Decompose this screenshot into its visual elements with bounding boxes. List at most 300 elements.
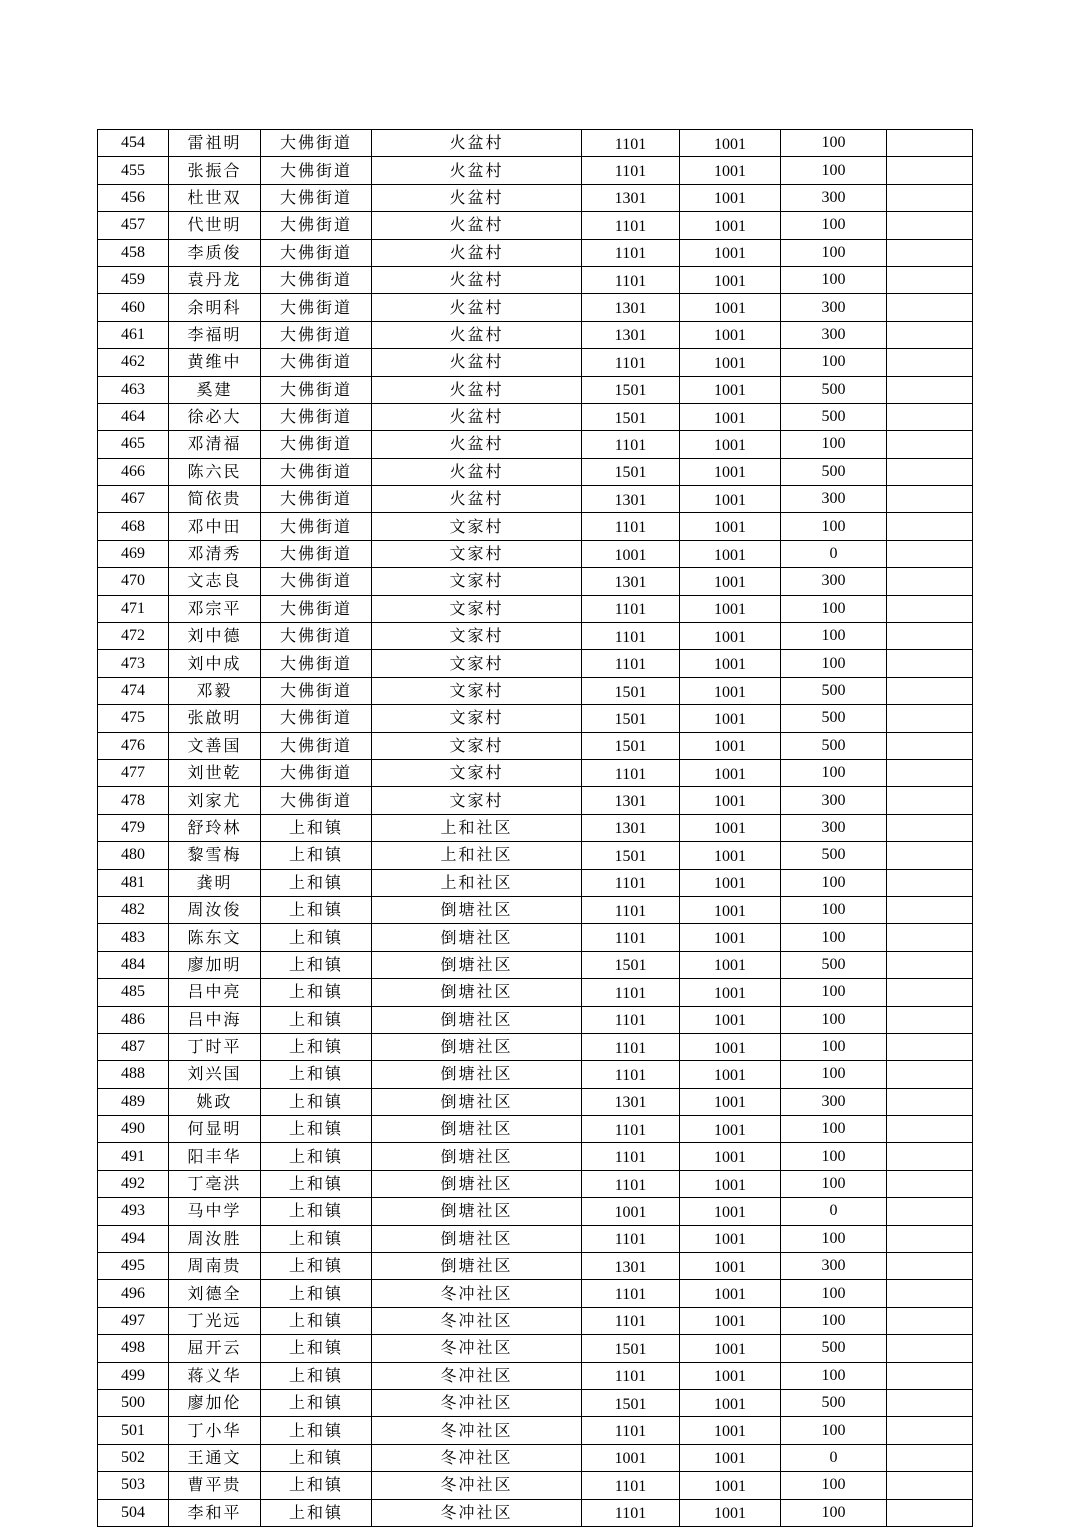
- code-a-cell: 1101: [582, 1362, 680, 1389]
- code-a-cell: 1101: [582, 1061, 680, 1088]
- code-a-cell: 1101: [582, 212, 680, 239]
- table-row: [98, 1472, 973, 1499]
- remark-cell: [887, 540, 973, 567]
- row-number-cell: 487: [98, 1033, 169, 1060]
- table-row: [98, 239, 973, 266]
- code-a-cell: 1101: [582, 1417, 680, 1444]
- table-row: [98, 1143, 973, 1170]
- row-number-cell: 492: [98, 1170, 169, 1197]
- row-number-cell: 501: [98, 1417, 169, 1444]
- amount-cell: 100: [781, 349, 887, 376]
- code-b-cell: 1001: [680, 157, 781, 184]
- code-a-cell: 1101: [582, 431, 680, 458]
- table-row: [98, 705, 973, 732]
- table-row: [98, 1253, 973, 1280]
- code-b-cell: 1001: [680, 1198, 781, 1225]
- remark-cell: [887, 1225, 973, 1252]
- table-row: [98, 1198, 973, 1225]
- code-a-cell: 1101: [582, 1170, 680, 1197]
- village-cell: 冬冲社区: [372, 1499, 582, 1526]
- table-row: [98, 513, 973, 540]
- code-b-cell: 1001: [680, 869, 781, 896]
- name-cell: 廖加明: [169, 951, 261, 978]
- code-b-cell: 1001: [680, 759, 781, 786]
- code-b-cell: 1001: [680, 896, 781, 923]
- table-row: [98, 321, 973, 348]
- amount-cell: 100: [781, 1472, 887, 1499]
- village-cell: 文家村: [372, 568, 582, 595]
- code-a-cell: 1101: [582, 1033, 680, 1060]
- row-number-cell: 503: [98, 1472, 169, 1499]
- row-number-cell: 465: [98, 431, 169, 458]
- row-number-cell: 480: [98, 842, 169, 869]
- town-cell: 上和镇: [261, 951, 372, 978]
- remark-cell: [887, 1444, 973, 1471]
- name-cell: 邓宗平: [169, 595, 261, 622]
- code-a-cell: 1101: [582, 1472, 680, 1499]
- town-cell: 上和镇: [261, 896, 372, 923]
- code-b-cell: 1001: [680, 486, 781, 513]
- town-cell: 大佛街道: [261, 486, 372, 513]
- code-a-cell: 1101: [582, 650, 680, 677]
- code-a-cell: 1301: [582, 321, 680, 348]
- town-cell: 大佛街道: [261, 294, 372, 321]
- remark-cell: [887, 1116, 973, 1143]
- remark-cell: [887, 759, 973, 786]
- village-cell: 火盆村: [372, 212, 582, 239]
- name-cell: 徐必大: [169, 403, 261, 430]
- village-cell: 文家村: [372, 513, 582, 540]
- village-cell: 火盆村: [372, 431, 582, 458]
- village-cell: 上和社区: [372, 842, 582, 869]
- row-number-cell: 479: [98, 814, 169, 841]
- row-number-cell: 496: [98, 1280, 169, 1307]
- town-cell: 上和镇: [261, 842, 372, 869]
- code-b-cell: 1001: [680, 458, 781, 485]
- name-cell: 余明科: [169, 294, 261, 321]
- town-cell: 大佛街道: [261, 157, 372, 184]
- remark-cell: [887, 732, 973, 759]
- code-b-cell: 1001: [680, 814, 781, 841]
- village-cell: 倒塘社区: [372, 1088, 582, 1115]
- town-cell: 上和镇: [261, 1006, 372, 1033]
- table-row: [98, 1499, 973, 1526]
- remark-cell: [887, 431, 973, 458]
- code-a-cell: 1001: [582, 1444, 680, 1471]
- amount-cell: 0: [781, 1444, 887, 1471]
- code-a-cell: 1501: [582, 1335, 680, 1362]
- town-cell: 上和镇: [261, 814, 372, 841]
- code-a-cell: 1101: [582, 1225, 680, 1252]
- amount-cell: 100: [781, 1225, 887, 1252]
- table-row: [98, 1444, 973, 1471]
- row-number-cell: 486: [98, 1006, 169, 1033]
- code-a-cell: 1101: [582, 759, 680, 786]
- row-number-cell: 456: [98, 184, 169, 211]
- remark-cell: [887, 1499, 973, 1526]
- code-a-cell: 1301: [582, 486, 680, 513]
- village-cell: 倒塘社区: [372, 1006, 582, 1033]
- name-cell: 刘家尤: [169, 787, 261, 814]
- name-cell: 简依贵: [169, 486, 261, 513]
- amount-cell: 100: [781, 1116, 887, 1143]
- town-cell: 大佛街道: [261, 759, 372, 786]
- village-cell: 倒塘社区: [372, 1170, 582, 1197]
- name-cell: 龚明: [169, 869, 261, 896]
- town-cell: 上和镇: [261, 1198, 372, 1225]
- table-row: [98, 294, 973, 321]
- code-b-cell: 1001: [680, 568, 781, 595]
- amount-cell: 500: [781, 376, 887, 403]
- town-cell: 大佛街道: [261, 458, 372, 485]
- remark-cell: [887, 1335, 973, 1362]
- town-cell: 大佛街道: [261, 595, 372, 622]
- amount-cell: 300: [781, 486, 887, 513]
- table-row: [98, 595, 973, 622]
- row-number-cell: 457: [98, 212, 169, 239]
- name-cell: 邓清秀: [169, 540, 261, 567]
- name-cell: 曹平贵: [169, 1472, 261, 1499]
- code-b-cell: 1001: [680, 1499, 781, 1526]
- remark-cell: [887, 1307, 973, 1334]
- code-b-cell: 1001: [680, 1033, 781, 1060]
- code-a-cell: 1101: [582, 1006, 680, 1033]
- village-cell: 火盆村: [372, 266, 582, 293]
- remark-cell: [887, 184, 973, 211]
- row-number-cell: 458: [98, 239, 169, 266]
- village-cell: 倒塘社区: [372, 1033, 582, 1060]
- name-cell: 吕中亮: [169, 979, 261, 1006]
- village-cell: 火盆村: [372, 321, 582, 348]
- code-b-cell: 1001: [680, 1143, 781, 1170]
- code-a-cell: 1001: [582, 1198, 680, 1225]
- village-cell: 冬冲社区: [372, 1307, 582, 1334]
- row-number-cell: 500: [98, 1389, 169, 1416]
- name-cell: 黎雪梅: [169, 842, 261, 869]
- town-cell: 上和镇: [261, 1061, 372, 1088]
- remark-cell: [887, 924, 973, 951]
- town-cell: 大佛街道: [261, 403, 372, 430]
- table-row: [98, 486, 973, 513]
- amount-cell: 300: [781, 568, 887, 595]
- remark-cell: [887, 1472, 973, 1499]
- remark-cell: [887, 294, 973, 321]
- amount-cell: 100: [781, 513, 887, 540]
- village-cell: 冬冲社区: [372, 1472, 582, 1499]
- code-b-cell: 1001: [680, 1061, 781, 1088]
- remark-cell: [887, 157, 973, 184]
- village-cell: 上和社区: [372, 869, 582, 896]
- name-cell: 黄维中: [169, 349, 261, 376]
- remark-cell: [887, 869, 973, 896]
- town-cell: 上和镇: [261, 1362, 372, 1389]
- village-cell: 火盆村: [372, 294, 582, 321]
- name-cell: 周汝俊: [169, 896, 261, 923]
- remark-cell: [887, 705, 973, 732]
- code-b-cell: 1001: [680, 1225, 781, 1252]
- code-b-cell: 1001: [680, 1116, 781, 1143]
- amount-cell: 500: [781, 1389, 887, 1416]
- village-cell: 倒塘社区: [372, 951, 582, 978]
- town-cell: 大佛街道: [261, 130, 372, 157]
- code-b-cell: 1001: [680, 842, 781, 869]
- code-a-cell: 1101: [582, 1143, 680, 1170]
- town-cell: 大佛街道: [261, 349, 372, 376]
- code-b-cell: 1001: [680, 595, 781, 622]
- village-cell: 文家村: [372, 677, 582, 704]
- remark-cell: [887, 1389, 973, 1416]
- remark-cell: [887, 595, 973, 622]
- remark-cell: [887, 814, 973, 841]
- town-cell: 上和镇: [261, 1170, 372, 1197]
- village-cell: 倒塘社区: [372, 1116, 582, 1143]
- code-a-cell: 1301: [582, 814, 680, 841]
- code-b-cell: 1001: [680, 212, 781, 239]
- row-number-cell: 498: [98, 1335, 169, 1362]
- row-number-cell: 459: [98, 266, 169, 293]
- code-b-cell: 1001: [680, 677, 781, 704]
- name-cell: 邓中田: [169, 513, 261, 540]
- table-row: [98, 212, 973, 239]
- remark-cell: [887, 787, 973, 814]
- remark-cell: [887, 212, 973, 239]
- table-row: [98, 349, 973, 376]
- code-b-cell: 1001: [680, 623, 781, 650]
- village-cell: 火盆村: [372, 349, 582, 376]
- code-b-cell: 1001: [680, 1417, 781, 1444]
- table-row: [98, 1280, 973, 1307]
- remark-cell: [887, 266, 973, 293]
- town-cell: 上和镇: [261, 1116, 372, 1143]
- amount-cell: 100: [781, 1006, 887, 1033]
- row-number-cell: 466: [98, 458, 169, 485]
- code-b-cell: 1001: [680, 1088, 781, 1115]
- remark-cell: [887, 239, 973, 266]
- code-a-cell: 1101: [582, 157, 680, 184]
- village-cell: 倒塘社区: [372, 1061, 582, 1088]
- code-b-cell: 1001: [680, 1472, 781, 1499]
- row-number-cell: 484: [98, 951, 169, 978]
- code-b-cell: 1001: [680, 321, 781, 348]
- row-number-cell: 478: [98, 787, 169, 814]
- table-row: [98, 1417, 973, 1444]
- row-number-cell: 482: [98, 896, 169, 923]
- town-cell: 上和镇: [261, 1143, 372, 1170]
- table-row: [98, 979, 973, 1006]
- code-b-cell: 1001: [680, 1006, 781, 1033]
- amount-cell: 300: [781, 1253, 887, 1280]
- row-number-cell: 490: [98, 1116, 169, 1143]
- remark-cell: [887, 1170, 973, 1197]
- town-cell: 大佛街道: [261, 650, 372, 677]
- name-cell: 文志良: [169, 568, 261, 595]
- remark-cell: [887, 1198, 973, 1225]
- name-cell: 刘中德: [169, 623, 261, 650]
- row-number-cell: 477: [98, 759, 169, 786]
- table-row: [98, 130, 973, 157]
- code-a-cell: 1101: [582, 979, 680, 1006]
- table-row: [98, 458, 973, 485]
- row-number-cell: 493: [98, 1198, 169, 1225]
- code-a-cell: 1101: [582, 1116, 680, 1143]
- name-cell: 杜世双: [169, 184, 261, 211]
- code-a-cell: 1301: [582, 1253, 680, 1280]
- town-cell: 大佛街道: [261, 568, 372, 595]
- name-cell: 陈东文: [169, 924, 261, 951]
- remark-cell: [887, 650, 973, 677]
- table-row: [98, 1170, 973, 1197]
- row-number-cell: 471: [98, 595, 169, 622]
- row-number-cell: 469: [98, 540, 169, 567]
- code-a-cell: 1101: [582, 924, 680, 951]
- table-row: [98, 1033, 973, 1060]
- code-b-cell: 1001: [680, 184, 781, 211]
- amount-cell: 100: [781, 1143, 887, 1170]
- code-a-cell: 1101: [582, 1499, 680, 1526]
- code-a-cell: 1101: [582, 1280, 680, 1307]
- village-cell: 文家村: [372, 759, 582, 786]
- amount-cell: 100: [781, 1061, 887, 1088]
- row-number-cell: 475: [98, 705, 169, 732]
- town-cell: 大佛街道: [261, 239, 372, 266]
- table-row: [98, 266, 973, 293]
- name-cell: 代世明: [169, 212, 261, 239]
- code-b-cell: 1001: [680, 1389, 781, 1416]
- code-b-cell: 1001: [680, 431, 781, 458]
- remark-cell: [887, 1033, 973, 1060]
- village-cell: 火盆村: [372, 376, 582, 403]
- village-cell: 倒塘社区: [372, 1143, 582, 1170]
- remark-cell: [887, 568, 973, 595]
- code-a-cell: 1301: [582, 568, 680, 595]
- code-a-cell: 1501: [582, 732, 680, 759]
- code-b-cell: 1001: [680, 1444, 781, 1471]
- village-cell: 上和社区: [372, 814, 582, 841]
- row-number-cell: 454: [98, 130, 169, 157]
- amount-cell: 100: [781, 1417, 887, 1444]
- code-a-cell: 1101: [582, 1307, 680, 1334]
- remark-cell: [887, 1253, 973, 1280]
- town-cell: 上和镇: [261, 1307, 372, 1334]
- table-row: [98, 568, 973, 595]
- row-number-cell: 491: [98, 1143, 169, 1170]
- code-a-cell: 1101: [582, 349, 680, 376]
- code-b-cell: 1001: [680, 540, 781, 567]
- town-cell: 上和镇: [261, 1335, 372, 1362]
- code-b-cell: 1001: [680, 979, 781, 1006]
- village-cell: 倒塘社区: [372, 1225, 582, 1252]
- row-number-cell: 494: [98, 1225, 169, 1252]
- village-cell: 文家村: [372, 732, 582, 759]
- remark-cell: [887, 979, 973, 1006]
- village-cell: 文家村: [372, 705, 582, 732]
- name-cell: 廖加伦: [169, 1389, 261, 1416]
- table-row: [98, 1006, 973, 1033]
- name-cell: 李和平: [169, 1499, 261, 1526]
- town-cell: 大佛街道: [261, 212, 372, 239]
- remark-cell: [887, 1143, 973, 1170]
- amount-cell: 100: [781, 157, 887, 184]
- code-a-cell: 1501: [582, 705, 680, 732]
- amount-cell: 100: [781, 266, 887, 293]
- code-b-cell: 1001: [680, 705, 781, 732]
- code-b-cell: 1001: [680, 1307, 781, 1334]
- town-cell: 大佛街道: [261, 787, 372, 814]
- town-cell: 上和镇: [261, 1280, 372, 1307]
- name-cell: 丁光远: [169, 1307, 261, 1334]
- table-row: [98, 951, 973, 978]
- town-cell: 大佛街道: [261, 732, 372, 759]
- code-b-cell: 1001: [680, 130, 781, 157]
- amount-cell: 100: [781, 759, 887, 786]
- table-row: [98, 1225, 973, 1252]
- town-cell: 大佛街道: [261, 184, 372, 211]
- name-cell: 张啟明: [169, 705, 261, 732]
- town-cell: 上和镇: [261, 1444, 372, 1471]
- remark-cell: [887, 458, 973, 485]
- amount-cell: 100: [781, 869, 887, 896]
- name-cell: 张振合: [169, 157, 261, 184]
- town-cell: 上和镇: [261, 1389, 372, 1416]
- code-b-cell: 1001: [680, 924, 781, 951]
- name-cell: 丁时平: [169, 1033, 261, 1060]
- code-b-cell: 1001: [680, 294, 781, 321]
- remark-cell: [887, 677, 973, 704]
- amount-cell: 100: [781, 1033, 887, 1060]
- table-row: [98, 869, 973, 896]
- row-number-cell: 474: [98, 677, 169, 704]
- amount-cell: 500: [781, 403, 887, 430]
- amount-cell: 300: [781, 321, 887, 348]
- code-b-cell: 1001: [680, 1253, 781, 1280]
- name-cell: 雷祖明: [169, 130, 261, 157]
- table-row: [98, 1335, 973, 1362]
- row-number-cell: 461: [98, 321, 169, 348]
- town-cell: 上和镇: [261, 1033, 372, 1060]
- amount-cell: 100: [781, 130, 887, 157]
- village-cell: 倒塘社区: [372, 979, 582, 1006]
- table-row: [98, 1061, 973, 1088]
- row-number-cell: 504: [98, 1499, 169, 1526]
- code-b-cell: 1001: [680, 951, 781, 978]
- remark-cell: [887, 1061, 973, 1088]
- town-cell: 大佛街道: [261, 623, 372, 650]
- code-b-cell: 1001: [680, 376, 781, 403]
- remark-cell: [887, 130, 973, 157]
- code-a-cell: 1101: [582, 266, 680, 293]
- name-cell: 邓清福: [169, 431, 261, 458]
- table-row: [98, 376, 973, 403]
- table-body: [98, 130, 973, 1527]
- town-cell: 大佛街道: [261, 376, 372, 403]
- amount-cell: 500: [781, 951, 887, 978]
- remark-cell: [887, 349, 973, 376]
- table-row: [98, 814, 973, 841]
- code-a-cell: 1101: [582, 513, 680, 540]
- row-number-cell: 476: [98, 732, 169, 759]
- town-cell: 上和镇: [261, 869, 372, 896]
- town-cell: 大佛街道: [261, 266, 372, 293]
- amount-cell: 100: [781, 896, 887, 923]
- code-a-cell: 1101: [582, 239, 680, 266]
- village-cell: 火盆村: [372, 458, 582, 485]
- town-cell: 上和镇: [261, 1253, 372, 1280]
- amount-cell: 100: [781, 1280, 887, 1307]
- row-number-cell: 497: [98, 1307, 169, 1334]
- row-number-cell: 481: [98, 869, 169, 896]
- village-cell: 冬冲社区: [372, 1417, 582, 1444]
- name-cell: 陈六民: [169, 458, 261, 485]
